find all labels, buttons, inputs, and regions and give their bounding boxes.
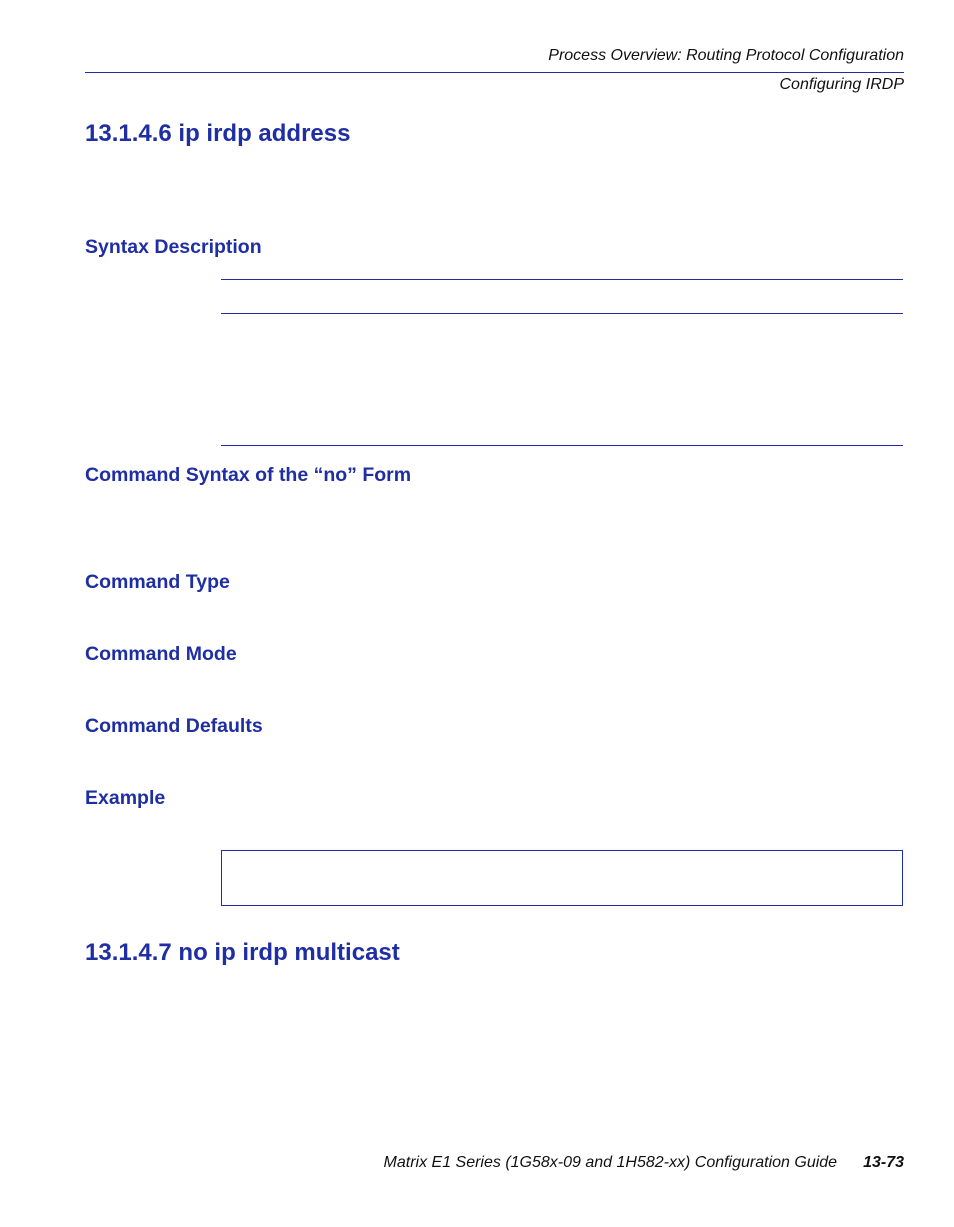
header-rule	[85, 72, 904, 73]
subheading-command-type: Command Type	[85, 571, 230, 593]
syntax-table-header-rule	[221, 313, 903, 314]
section-title-no-ip-irdp-multicast: 13.1.4.7 no ip irdp multicast	[85, 939, 400, 966]
subheading-command-defaults: Command Defaults	[85, 715, 263, 737]
section-title-ip-irdp-address: 13.1.4.6 ip irdp address	[85, 120, 351, 147]
subheading-example: Example	[85, 787, 166, 809]
running-header-subsection: Configuring IRDP	[779, 76, 904, 93]
running-header-section: Process Overview: Routing Protocol Configuration	[548, 47, 904, 64]
example-code-box	[221, 850, 903, 906]
subheading-command-mode: Command Mode	[85, 643, 237, 665]
page-number: 13-73	[863, 1154, 904, 1171]
subheading-no-form: Command Syntax of the “no” Form	[85, 464, 412, 486]
syntax-table-top-rule	[221, 279, 903, 280]
subheading-syntax-description: Syntax Description	[85, 236, 262, 258]
footer-guide-title: Matrix E1 Series (1G58x-09 and 1H582-xx) Configuration Guide	[383, 1154, 838, 1171]
page-footer	[384, 1154, 904, 1172]
syntax-table-bottom-rule	[221, 445, 903, 446]
